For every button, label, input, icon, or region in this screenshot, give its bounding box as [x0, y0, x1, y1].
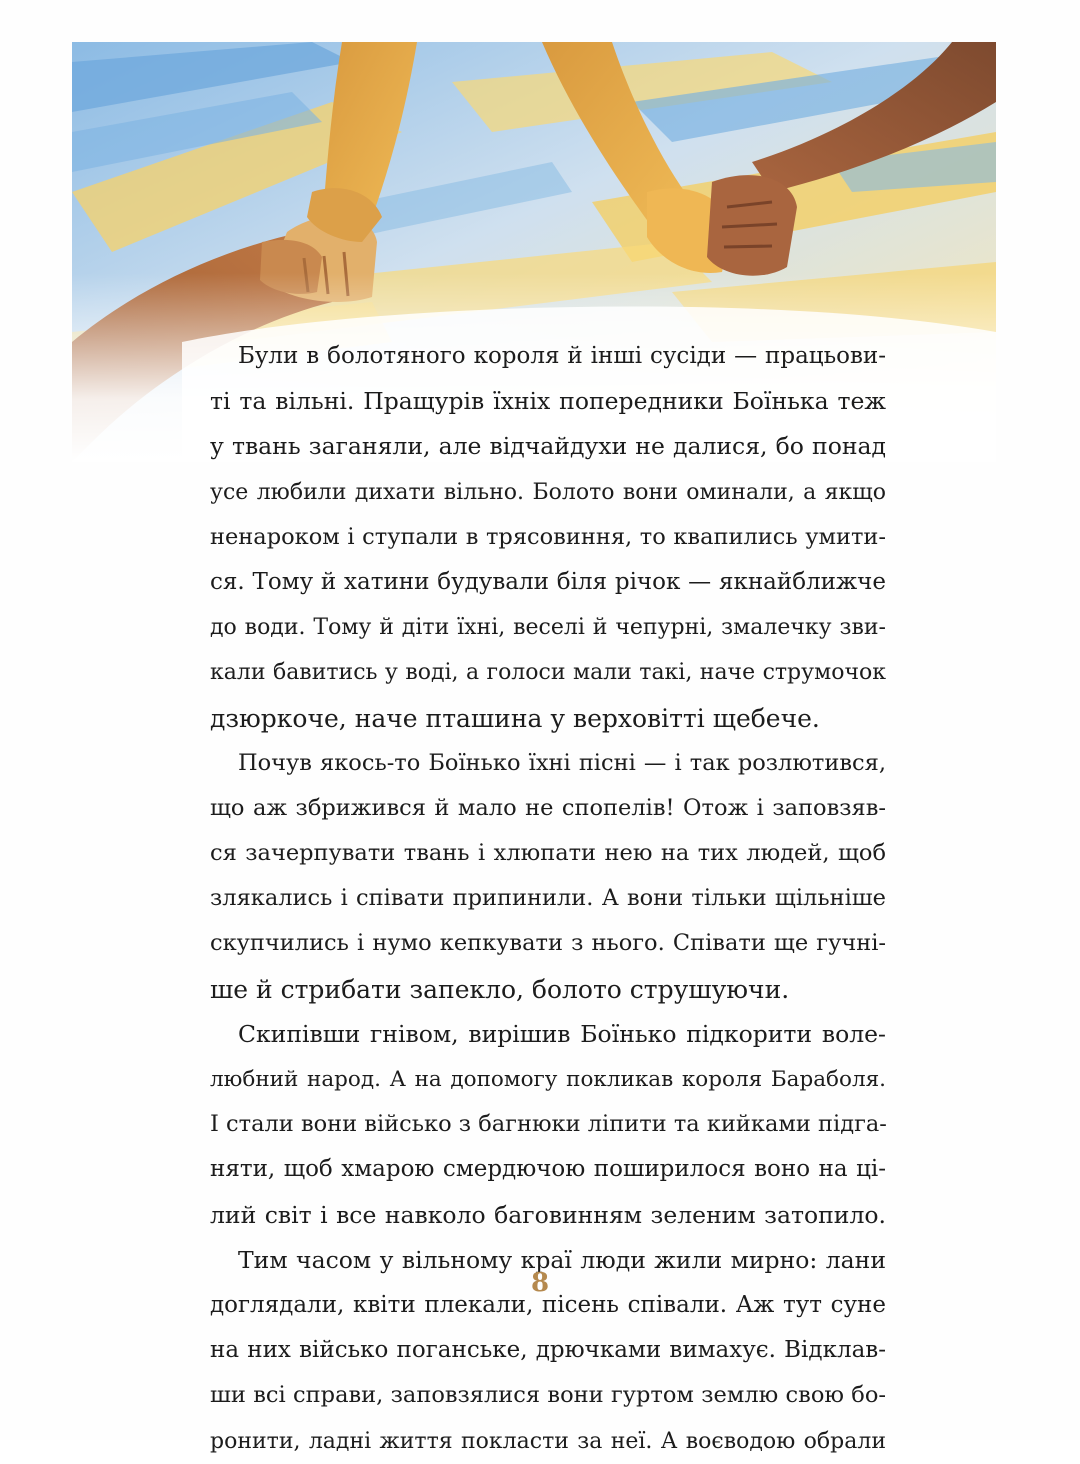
text-line: лий світ і все навколо баговинням зеленим затопило. — [210, 1200, 886, 1229]
text-line: ті та вільні. Пращурів їхніх попередники Боїнька теж — [210, 387, 886, 416]
text-line: ши всі справи, заповзялися вони гуртом землю свою бо- — [210, 1382, 886, 1409]
text-line: що аж збрижився й мало не спопелів! Отож і заповзяв- — [210, 794, 886, 821]
text-line: няти, щоб хмарою смердючою поширилося воно на ці- — [210, 1156, 886, 1183]
text-line: на них військо поганське, дрючками вимахує. Відклав- — [210, 1337, 886, 1364]
text-line: до води. Тому й діти їхні, веселі й чепурні, змалечку зви- — [210, 615, 886, 641]
text-line: ся зачерпувати твань і хлюпати нею на тих людей, щоб — [210, 840, 886, 867]
text-line: кали бавитись у воді, а голоси мали такі, наче струмочок — [210, 660, 886, 686]
text-line: Тим часом у вільному краї люди жили мирно: лани — [238, 1245, 886, 1274]
text-line: доглядали, квіти плекали, пісень співали. Аж тут суне — [210, 1291, 886, 1318]
text-line: ронити, ладні життя покласти за неї. А воєводою обрали — [210, 1428, 886, 1454]
text-line: любний народ. А на допомогу покликав короля Бараболя. — [210, 1067, 886, 1092]
text-line: скупчились і нумо кепкувати з нього. Співати ще гучні- — [210, 930, 886, 957]
text-line: ше й стрибати запекло, болото струшуючи. — [210, 974, 790, 1004]
text-line: злякались і співати припинили. А вони тільки щільніше — [210, 885, 886, 912]
text-line: у твань заганяли, але відчайдухи не далися, бо понад — [210, 432, 886, 461]
page-number: 8 — [530, 1268, 550, 1298]
text-line: Почув якось-то Боїнько їхні пісні — і так розлютився, — [238, 749, 886, 776]
text-line: усе любили дихати вільно. Болото вони оминали, а якщо — [210, 479, 886, 505]
text-line: І стали вони військо з багнюки ліпити та кийками підга- — [210, 1111, 887, 1138]
text-line: Скипівши гнівом, вирішив Боїнько підкорити воле- — [238, 1019, 886, 1048]
text-line: Були в болотяного короля й інші сусіди — працьови- — [238, 343, 886, 369]
text-line: дзюркоче, наче пташина у верховітті щебече. — [210, 703, 820, 733]
text-line: ненароком і ступали в трясовиння, то квапились умити- — [210, 523, 886, 550]
text-line: ся. Тому й хатини будували біля річок — якнайближче — [210, 568, 886, 595]
